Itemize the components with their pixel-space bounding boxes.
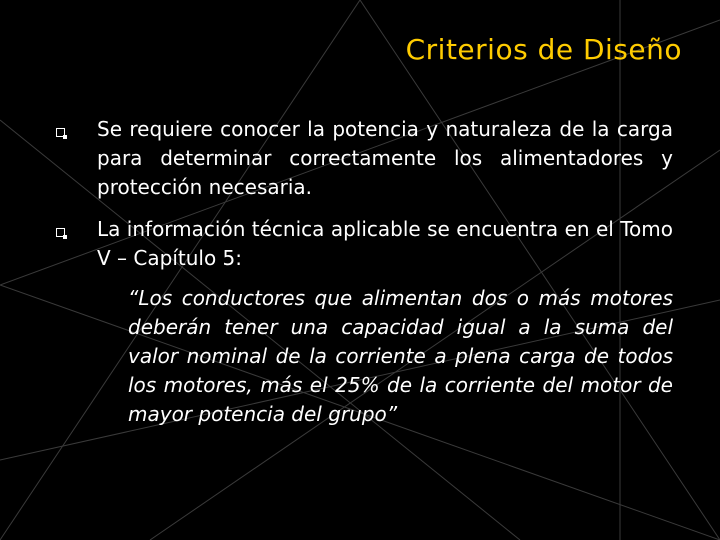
bullet-text-1: Se requiere conocer la potencia y naturaleza de la carga para determinar correctamente los alimentadores y protección necesaria. — [97, 117, 673, 199]
bullet-square-icon — [56, 128, 65, 137]
slide-title: Criterios de Diseño — [405, 33, 682, 66]
quote-text: “Los conductores que alimentan dos o más motores deberán tener una capacidad igual a la suma del valor nominal de la corriente a plena carga de todos los motores, más el 25% de la corriente del motor de mayor potencia del grupo” — [128, 286, 673, 426]
bullet-text-2: La información técnica aplicable se encuentra en el Tomo V – Capítulo 5: — [97, 217, 673, 270]
bullet-square-icon — [56, 228, 65, 237]
